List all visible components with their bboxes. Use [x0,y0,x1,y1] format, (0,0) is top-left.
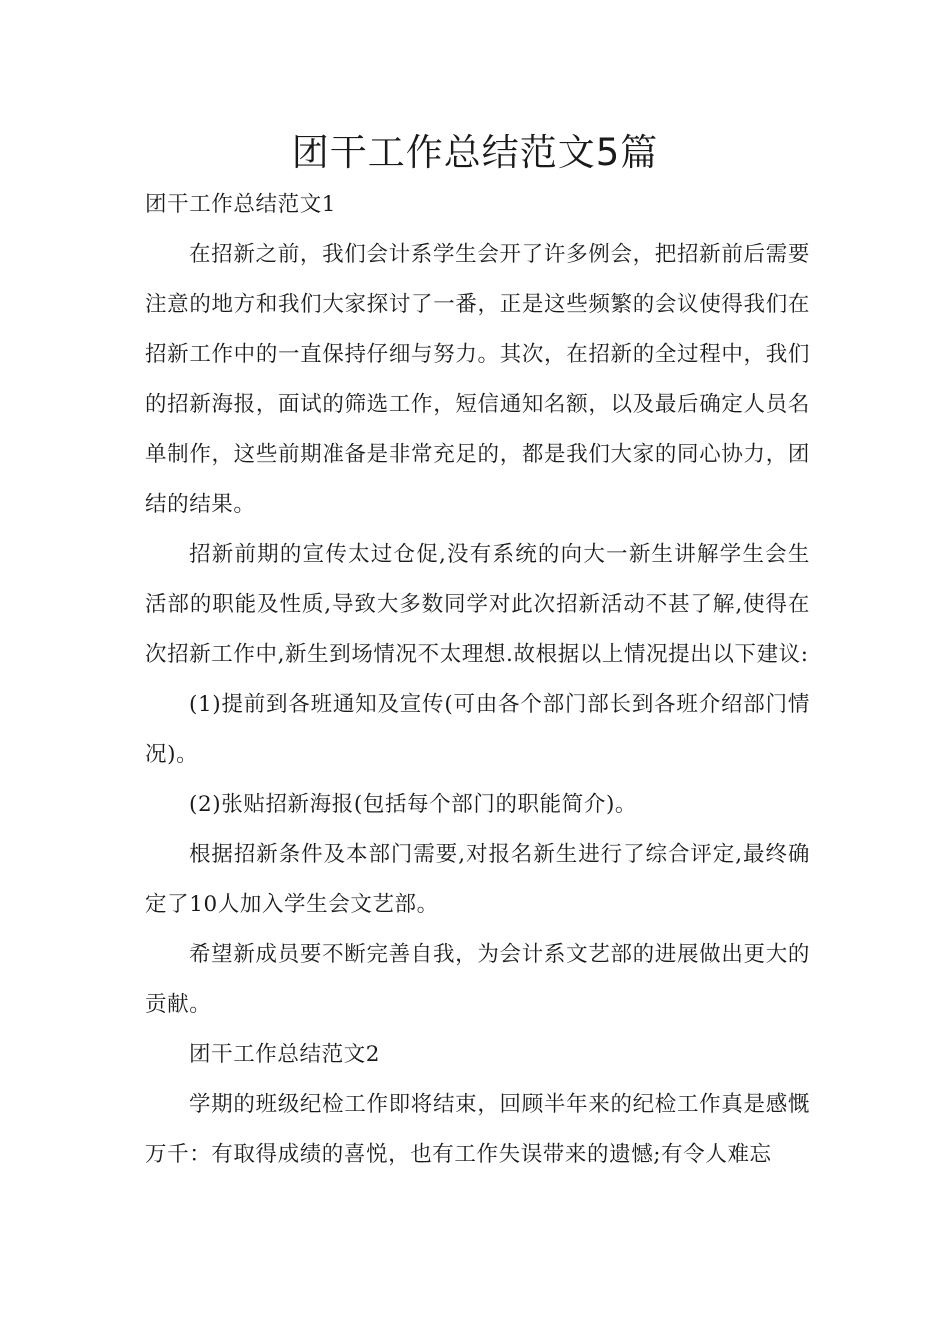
document-body [145,180,810,1180]
paragraph: 招新前期的宣传太过仓促,没有系统的向大一新生讲解学生会生活部的职能及性质,导致大多数同学对此次招新活动不甚了解,使得在次招新工作中,新生到场情况不太理想.故根据以上情况提出以下建议: [145,542,810,667]
paragraph: (2)张贴招新海报(包括每个部门的职能简介)。 [189,792,638,817]
paragraph: 希望新成员要不断完善自我，为会计系文艺部的进展做出更大的贡献。 [145,942,810,1017]
paragraph: 在招新之前，我们会计系学生会开了许多例会，把招新前后需要注意的地方和我们大家探讨了一番，正是这些频繁的会议使得我们在招新工作中的一直保持仔细与努力。其次，在招新的全过程中，我们的招新海报，面试的筛选工作，短信通知名额，以及最后确定人员名单制作，这些前期准备是非常充足的，都是我们大家的同心协力，团结的结果。 [145,242,810,517]
paragraph: (1)提前到各班通知及宣传(可由各个部门部长到各班介绍部门情况)。 [145,692,810,767]
paragraph: 学期的班级纪检工作即将结束，回顾半年来的纪检工作真是感慨万千：有取得成绩的喜悦，也有工作失误带来的遗憾;有令人难忘 [145,1092,810,1167]
document-title: 团干工作总结范文5篇 [291,131,659,174]
paragraph: 根据招新条件及本部门需要,对报名新生进行了综合评定,最终确定了10人加入学生会文艺部。 [145,842,810,917]
section-heading-2: 团干工作总结范文2 [189,1042,381,1067]
section-heading-1: 团干工作总结范文1 [145,192,337,217]
